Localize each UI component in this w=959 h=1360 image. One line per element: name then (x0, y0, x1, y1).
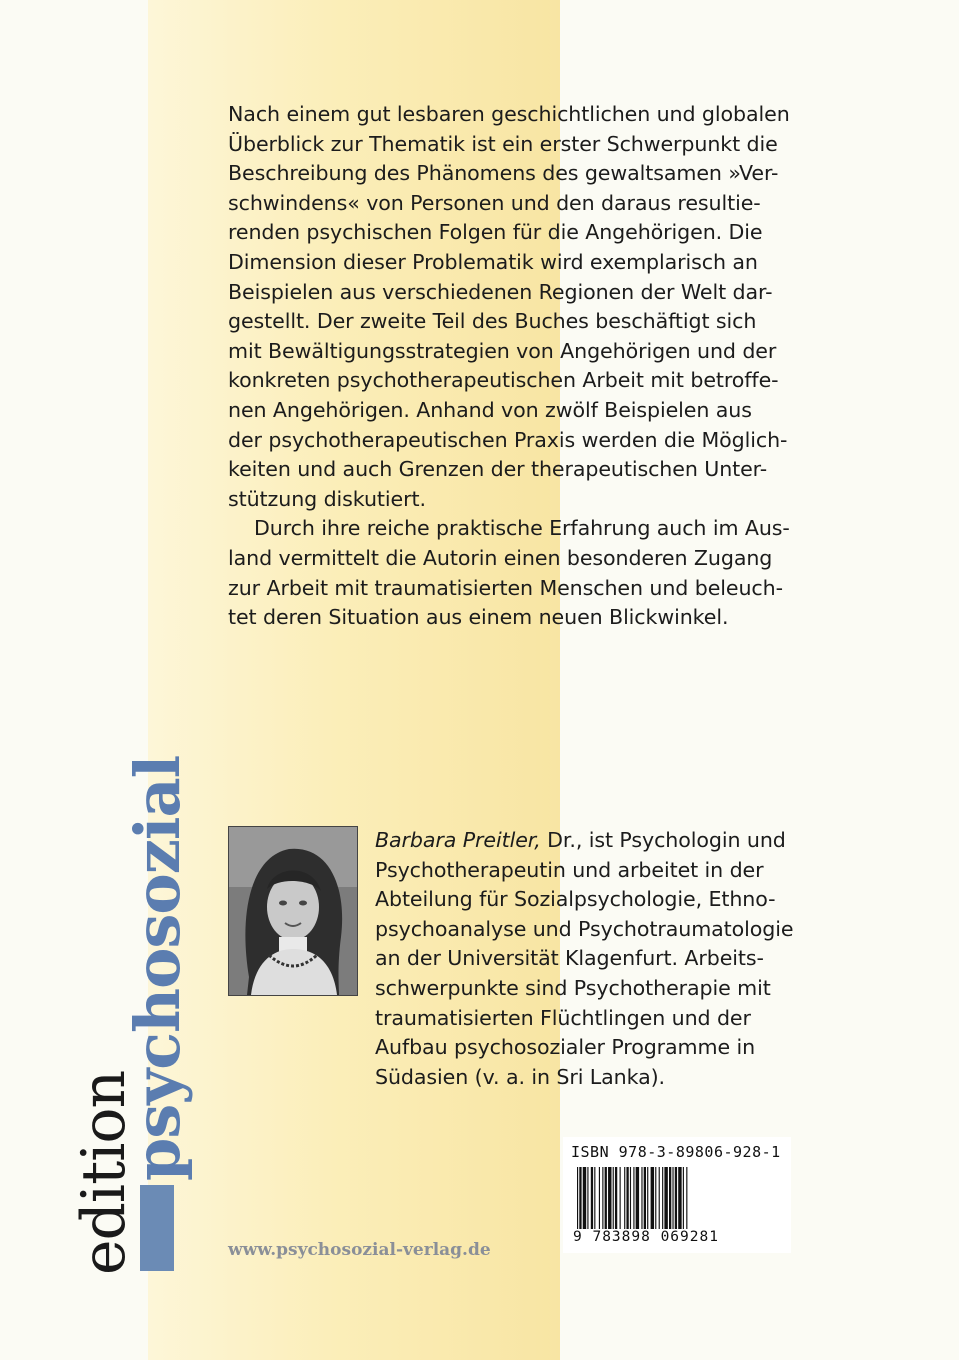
bio-line: Südasien (v. a. in Sri Lanka). (375, 1064, 665, 1089)
blurb-line: der psychotherapeutischen Praxis werden die Möglich- (228, 427, 788, 452)
barcode-bar (669, 1167, 671, 1229)
blurb-line: konkreten psychotherapeutischen Arbeit mit betroffe- (228, 368, 779, 393)
isbn-barcode (563, 1137, 791, 1253)
blurb-line: keiten und auch Grenzen der therapeutischen Unter- (228, 457, 768, 482)
blurb-line: tet deren Situation aus einem neuen Blickwinkel. (228, 605, 729, 630)
barcode-bar (636, 1167, 639, 1229)
bio-line: an der Universität Klagenfurt. Arbeits- (375, 946, 764, 971)
blurb-text (228, 100, 818, 633)
barcode-bar (605, 1167, 607, 1229)
bio-line: schwerpunkte sind Psychotherapie mit (375, 975, 771, 1000)
barcode-bar (591, 1167, 593, 1229)
barcode-bar (678, 1167, 681, 1229)
barcode-bar (659, 1167, 660, 1229)
blurb-line: zur Arbeit mit traumatisierten Menschen und beleuch- (228, 575, 783, 600)
isbn-label: ISBN 978-3-89806-928-1 (571, 1143, 781, 1161)
bio-line-rest: Dr., ist Psychologin und (540, 828, 786, 852)
blurb-line: Durch ihre reiche praktische Erfahrung auch im Aus- (254, 516, 790, 541)
barcode-bar (608, 1167, 611, 1229)
blurb-line: gestellt. Der zweite Teil des Buches beschäftigt sich (228, 309, 757, 334)
barcode-bar (641, 1167, 642, 1229)
barcode-bar (651, 1167, 654, 1229)
author-photo (228, 826, 358, 996)
barcode-bar (587, 1167, 588, 1229)
logo-edition-text: edition (69, 1070, 139, 1275)
barcode-bar (599, 1167, 600, 1229)
bio-line: Psychotherapeutin und arbeitet in der (375, 857, 764, 882)
bio-line: Aufbau psychosozialer Programme in (375, 1035, 756, 1060)
blurb-line: Dimension dieser Problematik wird exemplarisch an (228, 249, 758, 274)
barcode-bar (602, 1167, 603, 1229)
author-name: Barbara Preitler, (375, 828, 541, 852)
blurb-line: Überblick zur Thematik ist ein erster Schwerpunkt die (228, 131, 778, 156)
barcode-bar (624, 1167, 625, 1229)
bio-line: traumatisierten Flüchtlingen und der (375, 1005, 751, 1030)
author-bio (375, 826, 835, 1092)
barcode-bar (615, 1167, 617, 1229)
barcode-bar (683, 1167, 684, 1229)
blurb-line: schwindens« von Personen und den daraus resultie- (228, 190, 761, 215)
author-portrait-graphic (229, 827, 357, 995)
publisher-logo (69, 755, 194, 1275)
barcode-bar (620, 1167, 621, 1229)
barcode-bar (644, 1167, 646, 1229)
bio-line (375, 826, 835, 856)
blurb-line: Nach einem gut lesbaren geschichtlichen und globalen (228, 102, 790, 126)
barcode-bar (626, 1167, 628, 1229)
logo-psychosozial-text: psychosozial (121, 755, 194, 1181)
blurb-line: mit Bewältigungsstrategien von Angehörigen und der (228, 338, 777, 363)
barcode-bar (662, 1167, 663, 1229)
barcode-bar (594, 1167, 595, 1229)
barcode-bar (630, 1167, 631, 1229)
blurb-line: stützung diskutiert. (228, 486, 426, 511)
bio-line: Abteilung für Sozialpsychologie, Ethno- (375, 887, 776, 912)
blurb-line: Beschreibung des Phänomens des gewaltsamen »Ver- (228, 161, 779, 186)
ean-digits: 9 783898 069281 (573, 1229, 719, 1245)
barcode-bar (647, 1167, 648, 1229)
logo-accent-bar (140, 1185, 174, 1271)
barcode-bar (655, 1167, 656, 1229)
blurb-line: nen Angehörigen. Anhand von zwölf Beispielen aus (228, 397, 752, 422)
bio-line: psychoanalyse und Psychotraumatologie (375, 916, 794, 941)
barcode-bar (672, 1167, 673, 1229)
barcode-bar (613, 1167, 614, 1229)
blurb-line: renden psychischen Folgen für die Angehörigen. Die (228, 220, 763, 245)
blurb-line: Beispielen aus verschiedenen Regionen der Welt dar- (228, 279, 773, 304)
barcode-bar (664, 1167, 667, 1229)
blurb-line: land vermittelt die Autorin einen besonderen Zugang (228, 545, 773, 570)
barcode-bar (583, 1167, 586, 1229)
publisher-url: www.psychosozial-verlag.de (228, 1240, 491, 1260)
barcode-bar (675, 1167, 677, 1229)
